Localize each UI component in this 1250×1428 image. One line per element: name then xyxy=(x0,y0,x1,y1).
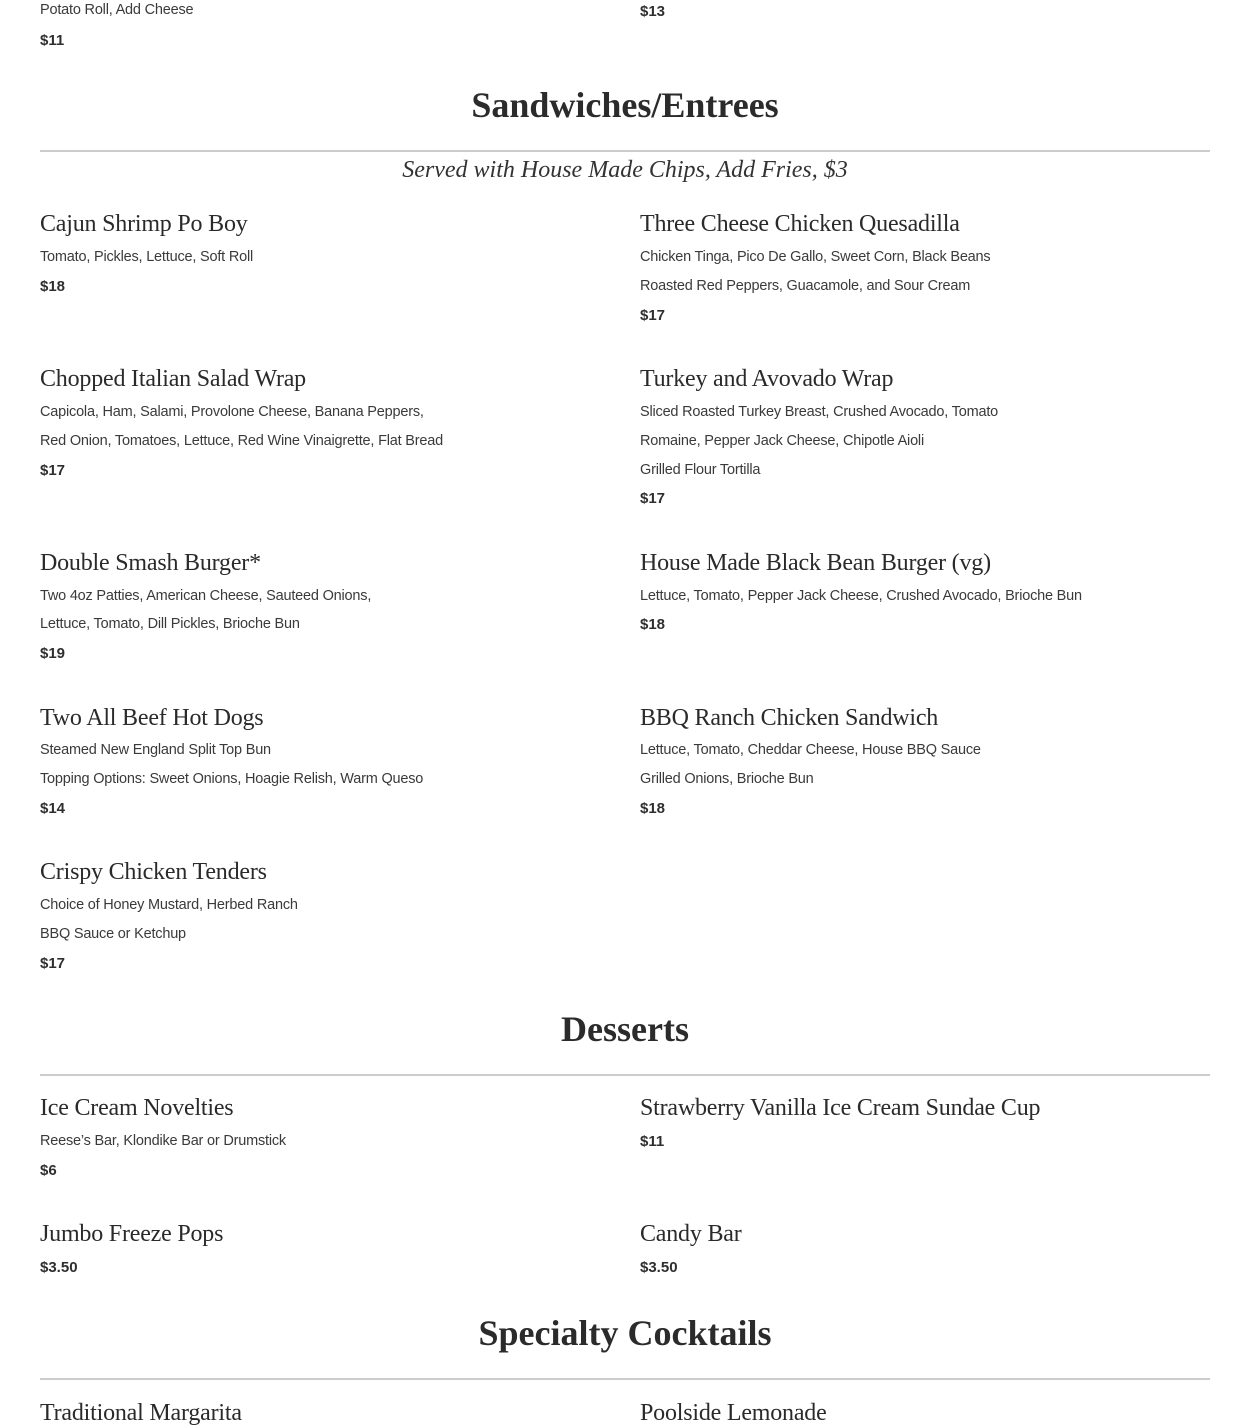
menu-item-description: Grilled Flour Tortilla xyxy=(640,462,761,478)
menu-item-description: Steamed New England Split Top Bun xyxy=(40,742,271,758)
menu-item-description: Lettuce, Tomato, Dill Pickles, Brioche Bun xyxy=(40,616,300,632)
menu-item-name: Turkey and Avovado Wrap xyxy=(640,366,894,392)
menu-item-name: Chopped Italian Salad Wrap xyxy=(40,366,306,392)
menu-item-description: Two 4oz Patties, American Cheese, Sauteed Onions, xyxy=(40,588,372,604)
menu-item-price: $11 xyxy=(40,32,65,49)
menu-item-price: $17 xyxy=(40,955,66,972)
menu-item-description: Potato Roll, Add Cheese xyxy=(40,2,194,18)
section-title-desserts: Desserts xyxy=(561,1009,689,1049)
menu-item-price: $18 xyxy=(40,278,66,295)
menu-item-name: Double Smash Burger* xyxy=(40,550,261,576)
menu-item-price: $17 xyxy=(640,307,666,324)
menu-item-price: $11 xyxy=(640,1133,665,1150)
section-divider xyxy=(40,150,1210,152)
menu-item-price: $3.50 xyxy=(640,1259,678,1276)
menu-item-name: Traditional Margarita xyxy=(40,1400,242,1426)
menu-item-price: $6 xyxy=(40,1162,57,1179)
menu-item-name: Two All Beef Hot Dogs xyxy=(40,705,264,731)
menu-item-description: Lettuce, Tomato, Cheddar Cheese, House BBQ Sauce xyxy=(640,742,981,758)
section-subtitle: Served with House Made Chips, Add Fries, $3 xyxy=(402,157,848,183)
menu-item-price: $17 xyxy=(40,462,66,479)
menu-item-name: Three Cheese Chicken Quesadilla xyxy=(640,211,960,237)
menu-item-description: Grilled Onions, Brioche Bun xyxy=(640,771,814,787)
menu-item-price: $14 xyxy=(40,800,66,817)
menu-item-name: Crispy Chicken Tenders xyxy=(40,859,267,885)
menu-item-name: Ice Cream Novelties xyxy=(40,1095,234,1121)
menu-item-price: $18 xyxy=(640,616,666,633)
section-title-cocktails: Specialty Cocktails xyxy=(478,1313,772,1353)
menu-item-description: Red Onion, Tomatoes, Lettuce, Red Wine Vinaigrette, Flat Bread xyxy=(40,433,443,449)
menu-item-description: BBQ Sauce or Ketchup xyxy=(40,926,186,942)
menu-item-description: Lettuce, Tomato, Pepper Jack Cheese, Crushed Avocado, Brioche Bun xyxy=(640,588,1082,604)
menu-item-price: $18 xyxy=(640,800,666,817)
menu-item-name: Cajun Shrimp Po Boy xyxy=(40,211,248,237)
menu-item-description: Romaine, Pepper Jack Cheese, Chipotle Aioli xyxy=(640,433,924,449)
menu-item-name: Jumbo Freeze Pops xyxy=(40,1221,224,1247)
menu-item-description: Tomato, Pickles, Lettuce, Soft Roll xyxy=(40,249,254,265)
menu-item-description: Topping Options: Sweet Onions, Hoagie Relish, Warm Queso xyxy=(40,771,424,787)
menu-item-name: House Made Black Bean Burger (vg) xyxy=(640,550,991,576)
menu-item-name: Candy Bar xyxy=(640,1221,742,1247)
section-title-sandwiches: Sandwiches/Entrees xyxy=(471,85,779,125)
menu-item-name: Strawberry Vanilla Ice Cream Sundae Cup xyxy=(640,1095,1041,1121)
menu-item-price: $3.50 xyxy=(40,1259,78,1276)
menu-item-price: $17 xyxy=(640,490,666,507)
menu-item-description: Roasted Red Peppers, Guacamole, and Sour Cream xyxy=(640,278,971,294)
menu-item-description: Reese’s Bar, Klondike Bar or Drumstick xyxy=(40,1133,286,1149)
menu-item-price: $19 xyxy=(40,645,66,662)
menu-item-name: Poolside Lemonade xyxy=(640,1400,827,1426)
menu-item-name: BBQ Ranch Chicken Sandwich xyxy=(640,705,939,731)
menu-item-description: Sliced Roasted Turkey Breast, Crushed Avocado, Tomato xyxy=(640,404,999,420)
menu-item-description: Chicken Tinga, Pico De Gallo, Sweet Corn, Black Beans xyxy=(640,249,991,265)
menu-item-description: Choice of Honey Mustard, Herbed Ranch xyxy=(40,897,298,913)
section-divider xyxy=(40,1074,1210,1076)
menu-item-description: Capicola, Ham, Salami, Provolone Cheese, Banana Peppers, xyxy=(40,404,424,420)
menu-item-price: $13 xyxy=(640,3,666,20)
section-divider xyxy=(40,1378,1210,1380)
